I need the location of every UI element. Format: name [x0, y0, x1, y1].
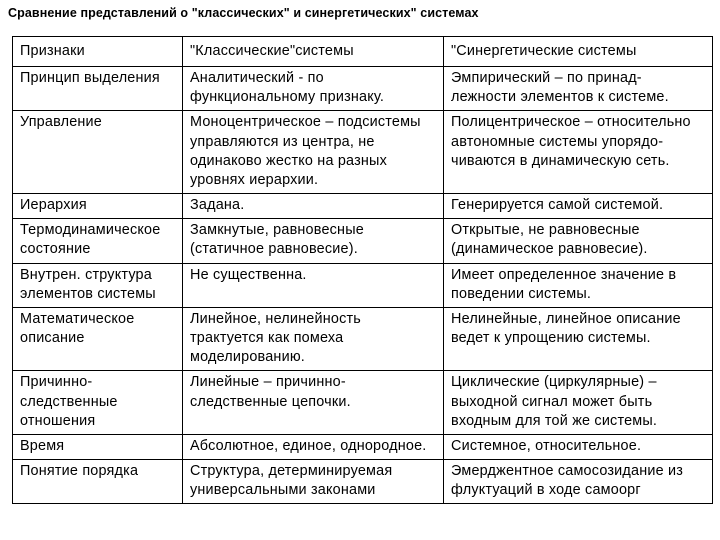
classic-cell: Абсолютное, единое, однородное.	[183, 434, 444, 459]
table-header-row	[13, 37, 713, 67]
table-row	[13, 263, 713, 307]
header-cell-classic: "Классические"системы	[183, 37, 444, 67]
comparison-table	[12, 36, 713, 504]
feature-cell: Внутрен. структура элементов системы	[13, 263, 183, 307]
feature-cell: Управление	[13, 111, 183, 194]
table-row	[13, 67, 713, 111]
classic-cell: Аналитический - по функциональному признаку.	[183, 67, 444, 111]
synergetic-cell: Системное, относительное.	[444, 434, 713, 459]
classic-cell: Линейное, нелинейность трактуется как помеха моделированию.	[183, 307, 444, 370]
classic-cell: Линейные – причинно-следственные цепочки.	[183, 371, 444, 434]
table-row	[13, 434, 713, 459]
synergetic-cell: Полицентрическое – относительно автономные системы упорядо-чиваются в динамическую сеть.	[444, 111, 713, 194]
document-title: Сравнение представлений о "классических" и синергетических" системах	[8, 6, 479, 20]
synergetic-cell: Генерируется самой системой.	[444, 194, 713, 219]
classic-cell: Замкнутые, равновесные (статичное равновесие).	[183, 219, 444, 263]
header-cell-features: Признаки	[13, 37, 183, 67]
feature-cell: Иерархия	[13, 194, 183, 219]
classic-cell: Структура, детерминируемая универсальными законами	[183, 459, 444, 503]
synergetic-cell: Нелинейные, линейное описание ведет к упрощению системы.	[444, 307, 713, 370]
table-row	[13, 459, 713, 503]
feature-cell: Принцип выделения	[13, 67, 183, 111]
classic-cell: Не существенна.	[183, 263, 444, 307]
table-row	[13, 219, 713, 263]
classic-cell: Моноцентрическое – подсистемы управляются из центра, не одинаково жестко на разных уровнях иерархии.	[183, 111, 444, 194]
synergetic-cell: Эмпирический – по принад-лежности элементов к системе.	[444, 67, 713, 111]
header-cell-synergetic: "Синергетические системы	[444, 37, 713, 67]
table-row	[13, 307, 713, 370]
feature-cell: Термодинамическое состояние	[13, 219, 183, 263]
feature-cell: Время	[13, 434, 183, 459]
table-row	[13, 111, 713, 194]
table-row	[13, 194, 713, 219]
synergetic-cell: Имеет определенное значение в поведении системы.	[444, 263, 713, 307]
table-row	[13, 371, 713, 434]
classic-cell: Задана.	[183, 194, 444, 219]
synergetic-cell: Эмерджентное самосозидание из флуктуаций в ходе самоорг	[444, 459, 713, 503]
feature-cell: Математическое описание	[13, 307, 183, 370]
feature-cell: Причинно-следственные отношения	[13, 371, 183, 434]
feature-cell: Понятие порядка	[13, 459, 183, 503]
synergetic-cell: Открытые, не равновесные (динамическое равновесие).	[444, 219, 713, 263]
synergetic-cell: Циклические (циркулярные) – выходной сигнал может быть входным для той же системы.	[444, 371, 713, 434]
